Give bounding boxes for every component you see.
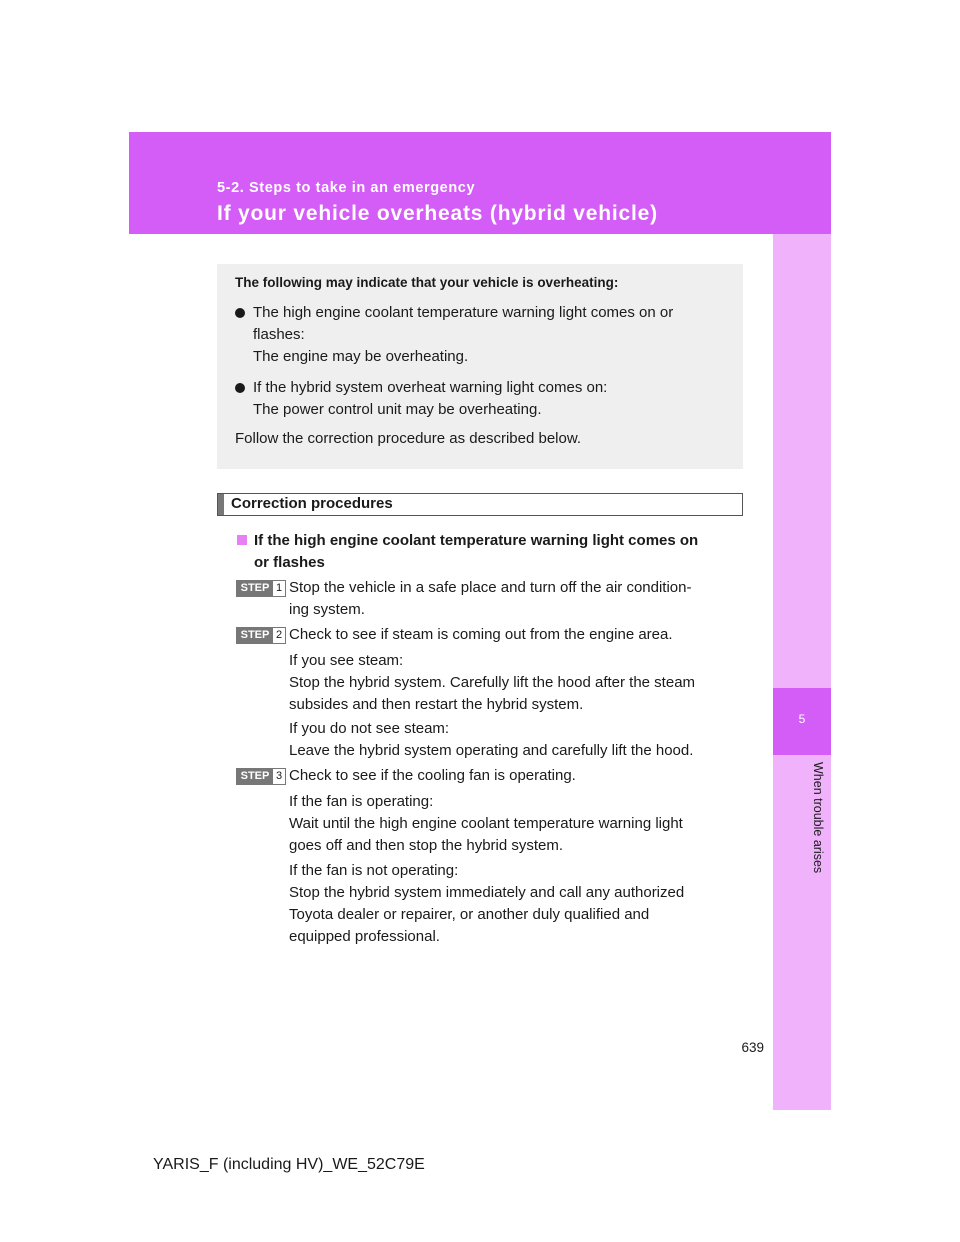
step-badge (236, 580, 286, 597)
step-word: STEP (237, 581, 273, 596)
case-text (289, 718, 739, 762)
step-badge (236, 768, 286, 785)
step-text (289, 577, 739, 621)
info-heading: The following may indicate that your vehicle is overheating: (235, 275, 619, 290)
heading-bar-accent (218, 494, 224, 515)
step-number: 2 (275, 629, 283, 641)
case-text (289, 860, 739, 948)
step-badge (236, 627, 286, 644)
bullet-dot-icon (235, 308, 245, 318)
chapter-name: When trouble arises (811, 762, 825, 874)
subheading-line: If the high engine coolant temperature warning light comes on (254, 532, 699, 549)
case-line: Stop the hybrid system immediately and call any authorized (289, 884, 685, 901)
case-line: Wait until the high engine coolant temperature warning light (289, 815, 683, 832)
chapter-side-tab (773, 234, 831, 1110)
chapter-number: 5 (798, 712, 806, 726)
step-text (289, 765, 739, 787)
step-line: Check to see if the cooling fan is operating. (289, 767, 576, 784)
chapter-number-box (773, 688, 831, 755)
case-line: equipped professional. (289, 928, 440, 945)
list-item (253, 377, 727, 421)
overheat-signs-box (217, 264, 743, 469)
case-line: goes off and then stop the hybrid system. (289, 837, 564, 854)
case-text (289, 650, 739, 716)
bullet-line: The engine may be overheating. (253, 348, 469, 365)
bullet-line: If the hybrid system overheat warning light comes on: (253, 379, 608, 396)
bullet-line: The power control unit may be overheating. (253, 401, 542, 418)
step-line: ing system. (289, 601, 365, 618)
step-word: STEP (237, 628, 273, 643)
case-condition: If you see steam: (289, 652, 404, 669)
page-number: 639 (741, 1040, 764, 1055)
page-title: If your vehicle overheats (hybrid vehicle) (217, 202, 658, 225)
case-condition: If the fan is not operating: (289, 862, 459, 879)
section-header (129, 132, 831, 234)
case-text (289, 791, 739, 857)
procedures-heading-bar (217, 493, 743, 516)
case-line: subsides and then restart the hybrid system. (289, 696, 584, 713)
subheading-line: or flashes (254, 554, 325, 571)
step-number: 1 (275, 582, 283, 594)
procedure-subheading (254, 530, 740, 574)
section-label: 5-2. Steps to take in an emergency (217, 180, 476, 196)
step-text (289, 624, 739, 646)
step-word: STEP (237, 769, 273, 784)
case-line: Toyota dealer or repairer, or another duly qualified and (289, 906, 650, 923)
step-line: Check to see if steam is coming out from the engine area. (289, 626, 673, 643)
bullet-line: The high engine coolant temperature warning light comes on or (253, 304, 674, 321)
bullet-line: flashes: (253, 326, 305, 343)
footer-code: YARIS_F (including HV)_WE_52C79E (153, 1156, 425, 1173)
procedures-heading: Correction procedures (231, 495, 393, 512)
square-bullet-icon (237, 535, 247, 545)
info-footer: Follow the correction procedure as described below. (235, 430, 582, 447)
step-line: Stop the vehicle in a safe place and turn off the air condition- (289, 579, 692, 596)
list-item (253, 302, 727, 368)
step-number: 3 (275, 770, 283, 782)
case-line: Stop the hybrid system. Carefully lift the hood after the steam (289, 674, 696, 691)
case-condition: If you do not see steam: (289, 720, 450, 737)
case-line: Leave the hybrid system operating and carefully lift the hood. (289, 742, 694, 759)
case-condition: If the fan is operating: (289, 793, 434, 810)
bullet-dot-icon (235, 383, 245, 393)
